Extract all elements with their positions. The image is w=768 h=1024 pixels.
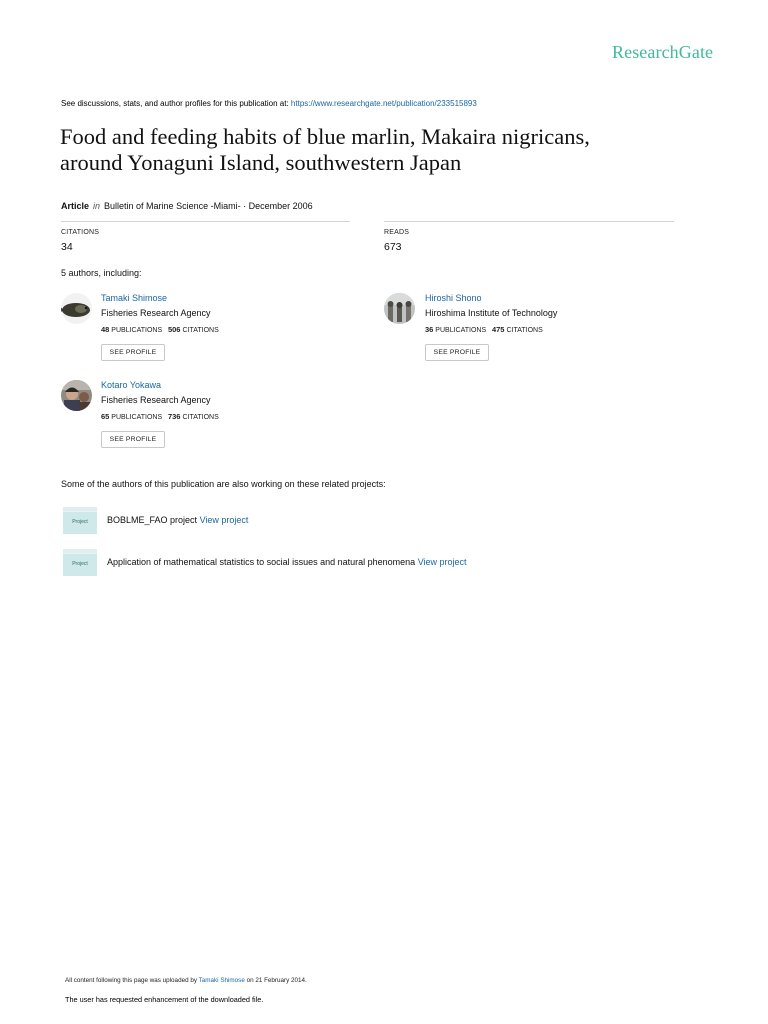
reads-divider bbox=[384, 221, 674, 222]
researchgate-logo[interactable]: ResearchGate bbox=[612, 42, 714, 62]
see-profile-button[interactable]: SEE PROFILE bbox=[425, 344, 489, 361]
reads-value: 673 bbox=[384, 241, 402, 253]
author-publications-count: 36 bbox=[425, 325, 434, 334]
author-institution: Fisheries Research Agency bbox=[101, 308, 211, 318]
author-citations-count: 475 bbox=[491, 325, 505, 334]
enhancement-note: The user has requested enhancement of the downloaded file. bbox=[65, 995, 264, 1004]
author-institution: Hiroshima Institute of Technology bbox=[425, 308, 558, 318]
author-publications-label: PUBLICATIONS bbox=[111, 327, 163, 334]
author-avatar-hiroshi-shono[interactable] bbox=[384, 293, 415, 324]
see-profile-button[interactable]: SEE PROFILE bbox=[101, 344, 165, 361]
author-avatar-tamaki-shimose[interactable] bbox=[61, 293, 92, 324]
publication-type: Article bbox=[61, 201, 90, 211]
author-publications-label: PUBLICATIONS bbox=[435, 327, 487, 334]
author-citations-count: 506 bbox=[167, 325, 181, 334]
related-projects-heading: Some of the authors of this publication are also working on these related projects: bbox=[61, 479, 386, 489]
author-name-link[interactable]: Tamaki Shimose bbox=[101, 293, 168, 303]
author-stats bbox=[425, 325, 543, 334]
publication-url-link[interactable]: https://www.researchgate.net/publication/233515893 bbox=[290, 99, 477, 108]
project-icon-label: Project bbox=[72, 561, 88, 567]
author-institution: Fisheries Research Agency bbox=[101, 395, 211, 405]
citations-divider bbox=[61, 221, 350, 222]
title-line-1: Food and feeding habits of blue marlin, Makaira nigricans, bbox=[60, 124, 590, 149]
publication-title bbox=[60, 124, 700, 176]
author-stats bbox=[101, 412, 219, 421]
author-stats bbox=[101, 325, 219, 334]
publication-meta bbox=[61, 201, 313, 211]
author-citations-label: CITATIONS bbox=[182, 327, 219, 334]
upload-prefix: All content following this page was uploaded by bbox=[65, 977, 197, 984]
project-folder-icon bbox=[63, 507, 97, 533]
upload-note bbox=[65, 977, 307, 984]
see-profile-button[interactable]: SEE PROFILE bbox=[101, 431, 165, 448]
publication-date: December 2006 bbox=[248, 201, 313, 211]
upload-suffix: on 21 February 2014. bbox=[246, 977, 307, 984]
view-project-link[interactable]: View project bbox=[199, 515, 249, 525]
project-item bbox=[107, 557, 467, 567]
author-name-link[interactable]: Kotaro Yokawa bbox=[101, 380, 162, 390]
project-name: BOBLME_FAO project bbox=[107, 515, 198, 525]
discussion-prefix: See discussions, stats, and author profiles for this publication at: bbox=[61, 99, 289, 108]
project-item bbox=[107, 515, 248, 525]
meta-separator: · bbox=[243, 201, 247, 211]
author-citations-label: CITATIONS bbox=[506, 327, 543, 334]
authors-heading: 5 authors, including: bbox=[61, 268, 142, 278]
discussion-line bbox=[61, 99, 477, 108]
reads-label: READS bbox=[384, 229, 410, 236]
uploader-link[interactable]: Tamaki Shimose bbox=[198, 977, 245, 984]
journal-name: Bulletin of Marine Science -Miami- bbox=[104, 201, 241, 211]
project-name: Application of mathematical statistics to social issues and natural phenomena bbox=[107, 557, 416, 567]
author-citations-label: CITATIONS bbox=[182, 414, 219, 421]
meta-in-word: in bbox=[93, 201, 101, 211]
project-folder-icon bbox=[63, 549, 97, 575]
author-publications-count: 65 bbox=[101, 412, 110, 421]
author-publications-count: 48 bbox=[101, 325, 110, 334]
view-project-link[interactable]: View project bbox=[417, 557, 467, 567]
author-name-link[interactable]: Hiroshi Shono bbox=[425, 293, 482, 303]
title-line-2: around Yonaguni Island, southwestern Japan bbox=[60, 150, 462, 175]
project-icon-label: Project bbox=[72, 519, 88, 525]
citations-label: CITATIONS bbox=[61, 229, 100, 236]
author-publications-label: PUBLICATIONS bbox=[111, 414, 163, 421]
author-avatar-kotaro-yokawa[interactable] bbox=[61, 380, 92, 411]
author-citations-count: 736 bbox=[167, 412, 181, 421]
citations-value: 34 bbox=[61, 241, 73, 253]
